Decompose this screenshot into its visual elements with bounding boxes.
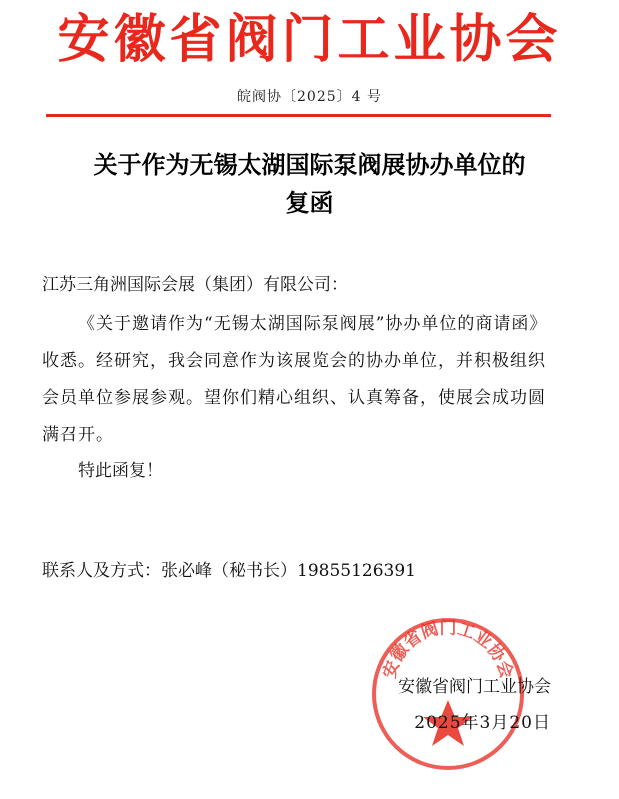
signing-date: 2025年3月20日 [414, 713, 551, 733]
letter-subject [30, 146, 589, 222]
document-number: 皖阀协〔2025〕4 号 [237, 89, 382, 105]
contact-person: 张必峰（秘书长） [161, 561, 297, 581]
header-divider [46, 114, 551, 117]
contact-info [42, 556, 416, 581]
body-paragraph: 《关于邀请作为“无锡太湖国际泵阀展”协办单位的商请函》收悉。经研究，我会同意作为该展览会的协办单位，并积极组织会员单位参展参观。望你们精心组织、认真筹备，使展会成功圆满召开。 [42, 314, 548, 445]
closing-line: 特此函复！ [78, 461, 163, 481]
subject-line-2: 复函 [285, 188, 334, 217]
subject-line-1: 关于作为无锡太湖国际泵阀展协办单位的 [93, 150, 526, 179]
letterhead-title: 安徽省阀门工业协会 [57, 9, 562, 70]
contact-label: 联系人及方式： [42, 561, 161, 581]
seal-arc-text: 安徽省阀门工业协会 [379, 618, 517, 681]
signer-organization: 安徽省阀门工业协会 [398, 677, 551, 697]
salutation: 江苏三角洲国际会展（集团）有限公司： [42, 275, 348, 295]
contact-phone: 19855126391 [297, 561, 416, 581]
